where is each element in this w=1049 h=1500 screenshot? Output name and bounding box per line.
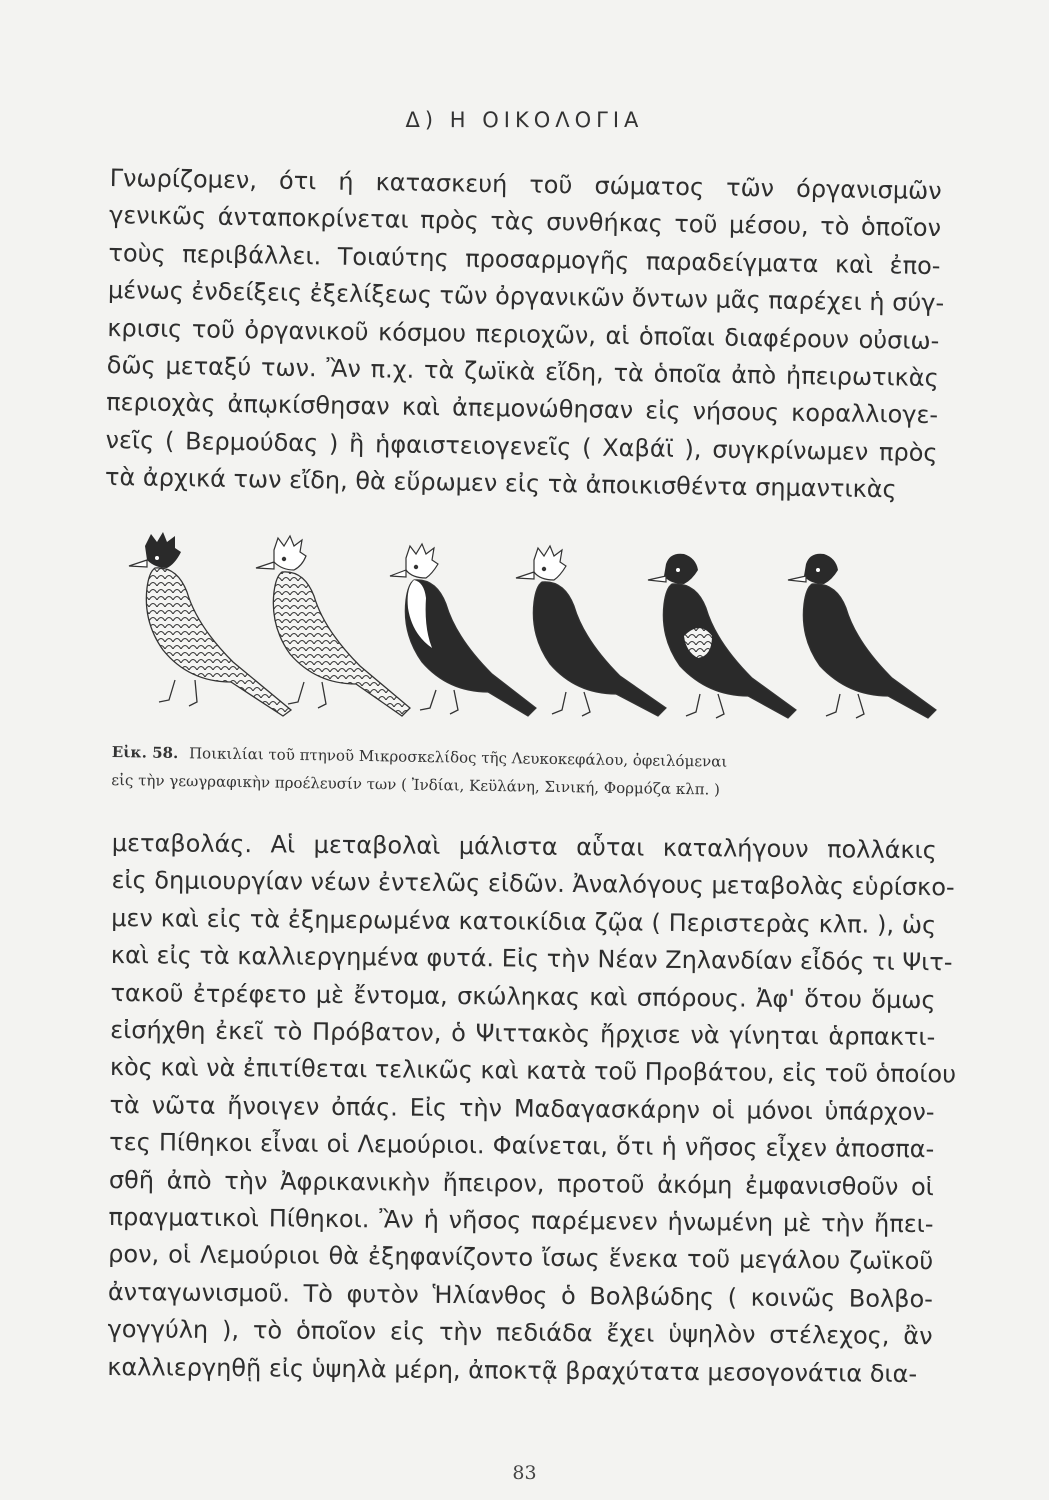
- text-line: γενικῶς άνταποκρίνεται πρὸς τὰς συνθήκας τοῦ μέσου, τὸ ὁποῖον: [108, 201, 942, 243]
- text-line: εἰς δημιουργίαν νέων ἐντελῶς εἰδῶν. Ἀναλόγους μεταβολὰς εὑρίσκο-: [111, 866, 955, 902]
- text-line: καλλιεργηθῇ εἰς ὑψηλὰ μέρη, ἀποκτᾷ βραχύτατα μεσογονάτια δια-: [107, 1352, 918, 1388]
- text-line: ἀνταγωνισμοῦ. Τὸ φυτὸν Ἡλίανθος ὁ Βολβώδης ( κοινῶς Βολβο-: [107, 1277, 934, 1314]
- text-line: δῶς μεταξύ των. Ἂν π.χ. τὰ ζωϊκὰ εἴδη, τὰ ὁποῖα ἀπὸ ἠπειρωτικὰς: [106, 351, 939, 393]
- text-line: εἰσήχθη ἐκεῖ τὸ Πρόβατον, ὁ Ψιττακὸς ἤρχισε νὰ γίνηται ἁρπακτι-: [110, 1016, 936, 1052]
- text-line: καὶ εἰς τὰ καλλιεργημένα φυτά. Εἰς τὴν Νέαν Ζηλανδίαν εἶδός τι Ψιτ-: [110, 941, 953, 977]
- text-line: κὸς καὶ νὰ ἐπιτίθεται τελικῶς καὶ κατὰ τοῦ Προβάτου, εἰς τοῦ ὁποίου: [109, 1053, 957, 1089]
- text-line: νεῖς ( Βερμούδας ) ἢ ἡφαιστειογενεῖς ( Χαβάϊ ), συγκρίνωμεν πρὸς: [105, 425, 938, 467]
- bird-variants-figure: [85, 530, 965, 730]
- text-line: ρον, οἱ Λεμούριοι θὰ ἐξηφανίζοντο ἴσως ἕνεκα τοῦ μεγάλου ζωϊκοῦ: [108, 1240, 934, 1276]
- figure-label: Εἰκ. 58.: [111, 742, 179, 763]
- section-heading: Δ) Η ΟΙΚΟΛΟΓΙΑ: [405, 108, 644, 132]
- text-line: σθῆ ἀπὸ τὴν Ἀφρικανικὴν ἤπειρον, προτοῦ ἀκόμη ἐμφανισθοῦν οἱ: [108, 1165, 934, 1201]
- text-line: τακοῦ ἐτρέφετο μὲ ἔντομα, σκώληκας καὶ σπόρους. Ἀφ' ὅτου ὅμως: [110, 978, 936, 1014]
- text-line: γογγύλη ), τὸ ὁποῖον εἰς τὴν πεδιάδα ἔχει ὑψηλὸν στέλεχος, ἂν: [107, 1315, 933, 1351]
- caption-line-2: εἰς τὴν γεωγραφικὴν προέλευσίν των ( Ἰνδίαι, Κεϋλάνη, Σινική, Φορμόζα κλπ. ): [111, 770, 721, 799]
- text-line: τὰ νῶτα ἤνοιγεν ὀπάς. Εἰς τὴν Μαδαγασκάρην οἱ μόνοι ὑπάρχον-: [109, 1090, 935, 1127]
- paragraph-2: [107, 825, 957, 1393]
- bird-1-icon: [129, 532, 291, 716]
- text-line: μεταβολάς. Αἱ μεταβολαὶ μάλιστα αὗται καταλήγουν πολλάκις: [111, 828, 937, 865]
- text-line: τες Πίθηκοι εἶναι οἱ Λεμούριοι. Φαίνεται, ὅτι ἡ νῆσος εἶχεν ἀποσπα-: [109, 1128, 935, 1164]
- text-line: πραγματικοὶ Πίθηκοι. Ἂν ἡ νῆσος παρέμενεν ἡνωμένη μὲ τὴν ἤπει-: [108, 1203, 934, 1239]
- caption-line-1: Ποικιλίαι τοῦ πτηνοῦ Μικροσκελίδος τῆς Λευκοκεφάλου, ὀφειλόμεναι: [188, 744, 728, 771]
- text-line: Γνωρίζομεν, ότι ή κατασκευή τοῦ σώματος τῶν όργανισμῶν: [109, 163, 942, 206]
- bird-3-icon: [390, 544, 536, 716]
- bird-5-icon: [648, 554, 796, 718]
- text-line: μένως ἐνδείξεις ἐξελίξεως τῶν ὀργανικῶν ὄντων μᾶς παρέχει ἡ σύγ-: [107, 276, 945, 318]
- bird-4-icon: [516, 546, 666, 716]
- page-number: 83: [512, 1462, 537, 1484]
- bird-6-icon: [788, 554, 936, 718]
- text-line: τοὺς περιβάλλει. Τοιαύτης προσαρμογῆς παραδείγματα καὶ ἐπο-: [108, 238, 941, 280]
- text-line: κρισις τοῦ ὀργανικοῦ κόσμου περιοχῶν, αἱ ὁποῖαι διαφέρουν οὐσιω-: [107, 313, 940, 355]
- text-line: μεν καὶ εἰς τὰ ἐξημερωμένα κατοικίδια ζῷα ( Περιστερὰς κλπ. ), ὡς: [111, 903, 937, 940]
- bird-2-icon: [256, 536, 410, 716]
- paragraph-1: [104, 160, 945, 510]
- text-line: περιοχὰς ἀπῳκίσθησαν καὶ ἀπεμονώθησαν εἰς νήσους κοραλλιογε-: [105, 388, 939, 430]
- text-line: τὰ ἀρχικά των εἴδη, θὰ εὕρωμεν εἰς τὰ ἀποικισθέντα σημαντικὰς: [104, 463, 897, 504]
- figure-caption: [111, 738, 947, 807]
